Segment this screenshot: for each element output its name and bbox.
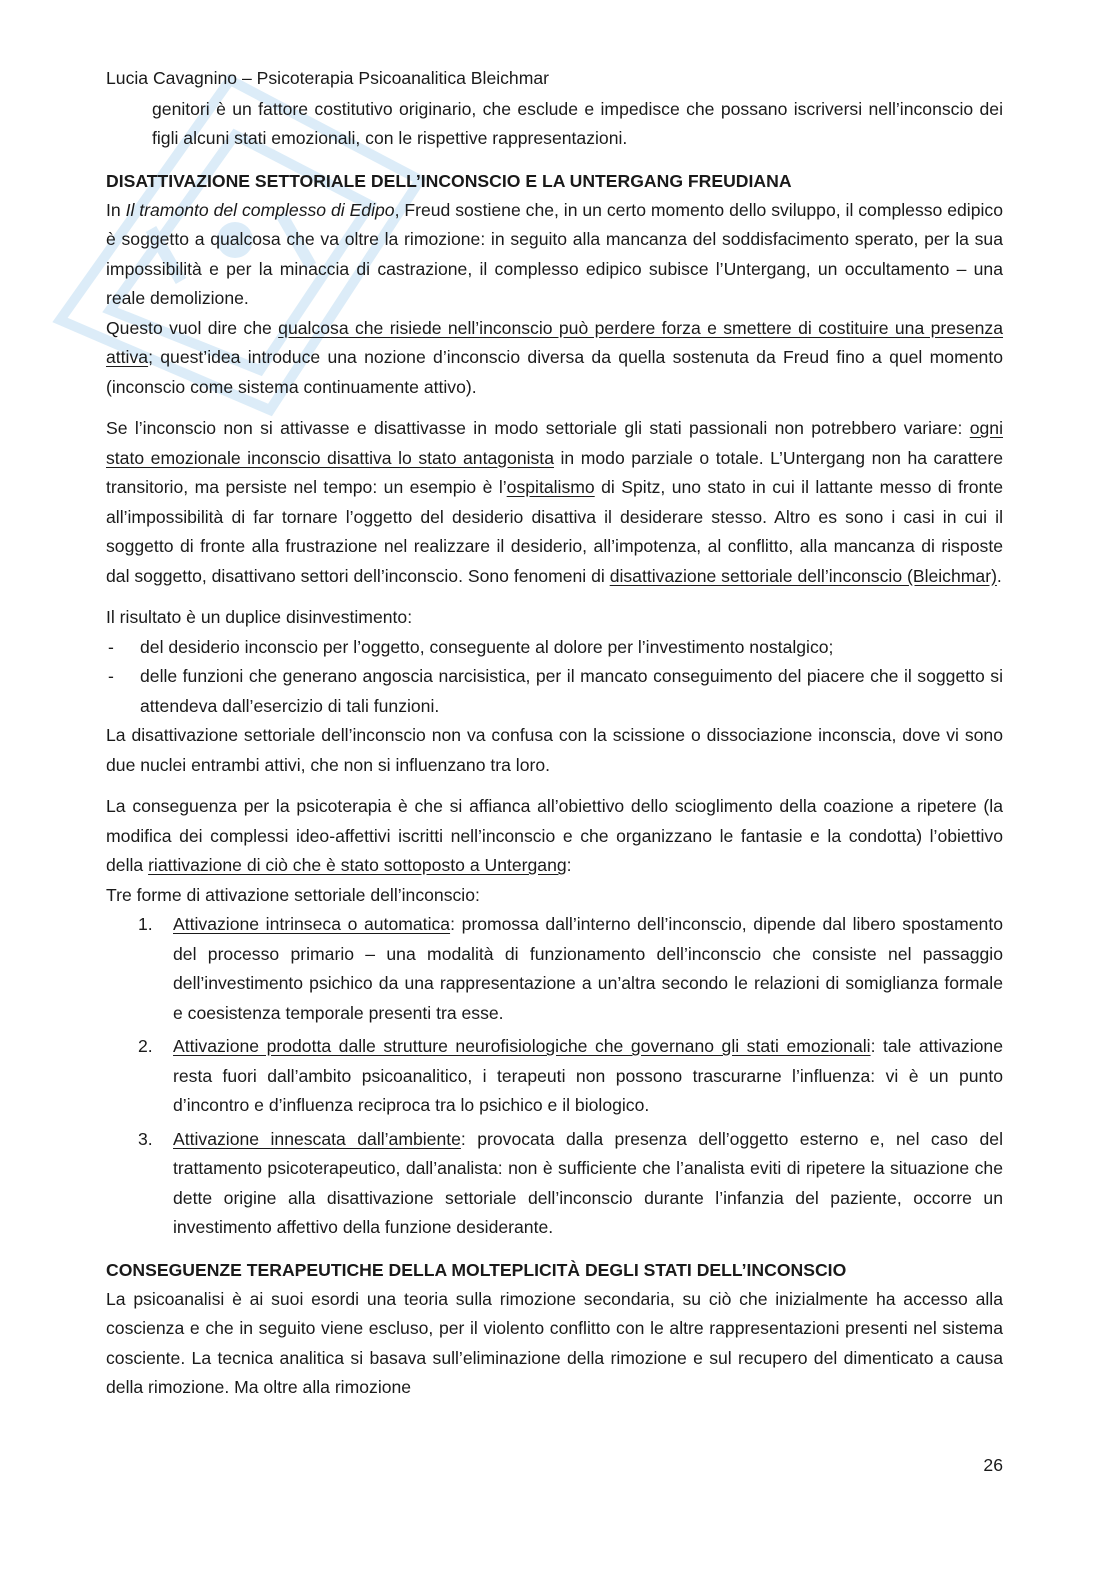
numbered-list (106, 910, 1003, 1243)
list-item: 2. Attivazione prodotta dalle strutture neurofisiologiche che governano gli stati emozionali: tale attivazione resta fuori dall’ambito psicoanalitico, i terapeuti non possono trascurarne l’influenza: vi è un punto d’incontro e d’influenza reciproca tra lo psichico e il biologico. (138, 1036, 1003, 1115)
section-heading-disattivazione: DISATTIVAZIONE SETTORIALE DELL’INCONSCIO E LA UNTERGANG FREUDIANA (106, 170, 792, 191)
underlined-phrase: ogni stato emozionale inconscio disattiva lo stato antagonista (106, 418, 1003, 468)
paragraph-conseguenza: La conseguenza per la psicoterapia è che si affianca all’obiettivo dello scioglimento della coazione a ripetere (la modifica dei complessi ideo-affettivi iscritti nell’inconscio e che organizzano le fantasie e la condotta) l’obiettivo della riattivazione di ciò che è stato sottoposto a Untergang: (106, 796, 1003, 875)
paragraph-tre-forme: Tre forme di attivazione settoriale dell’inconscio: (106, 884, 480, 905)
list-item: 3. Attivazione innescata dall’ambiente: provocata dalla presenza dell’oggetto esterno e, nel caso del trattamento psicoterapeutico, dall’analista: non è sufficiente che l’analista eviti di ripetere la situazione che dette origine alla disattivazione settoriale dell’inconscio durante l’infanzia del paziente, occorre un investimento affettivo della funzione desiderante. (138, 1128, 1003, 1237)
dash-list (106, 633, 1003, 722)
paragraph-risultato: Il risultato è un duplice disinvestimento: (106, 607, 413, 627)
underlined-phrase: ospitalismo (506, 477, 595, 497)
book-title: Il tramonto del complesso di Edipo (125, 199, 395, 220)
page-number: 26 (983, 1455, 1003, 1475)
list-item: - delle funzioni che generano angoscia narcisistica, per il mancato conseguimento del piacere che il soggetto si attendeva dall’esercizio di tali funzioni. (106, 662, 1003, 721)
paragraph-untergang: Se l’inconscio non si attivasse e disattivasse in modo settoriale gli stati passionali non potrebbero variare: ogni stato emozionale inconscio disattiva lo stato antagonista in modo parziale o totale. L’Untergang non ha carattere transitorio, ma persiste nel tempo: un esempio è l’ospitalismo di Spitz, uno stato in cui il lattante messo di fronte all’impossibilità di far tornare l’oggetto del desiderio disattiva il desiderare stesso. Altro es sono i casi in cui il soggetto di fronte alla frustrazione nel realizzare il desiderio, all’impotenza, al conflitto, alla mancanza di risposte dal soggetto, disattivano settori dell’inconscio. Sono fenomeni di disattivazione settoriale dell’inconscio (Bleichmar). (106, 418, 1003, 586)
underlined-phrase: disattivazione settoriale dell’inconscio (Bleichmar) (609, 565, 997, 586)
underlined-phrase: Attivazione prodotta dalle strutture neurofisiologiche che governano gli stati emozionali (173, 1036, 871, 1056)
underlined-phrase: Attivazione intrinseca o automatica (173, 914, 451, 934)
underlined-phrase: riattivazione di ciò che è stato sottoposto a Untergang (148, 855, 567, 875)
paragraph-qualcosa: Questo vuol dire che qualcosa che risiede nell’inconscio può perdere forza e smettere di costituire una presenza attiva; quest’idea introduce una nozione d’inconscio diversa da quella sostenuta da Freud fino a quel momento (inconscio come sistema continuamente attivo). (106, 317, 1003, 397)
list-item: 1. Attivazione intrinseca o automatica: promossa dall’interno dell’inconscio, dipende dal libero spostamento del processo primario – una modalità di funzionamento dell’inconscio che consiste nel passaggio dell’investimento psichico da una rappresentazione a un’altra secondo le relazioni di somiglianza formale e coesistenza temporale presenti tra esse. (138, 914, 1003, 1023)
underlined-phrase: Attivazione innescata dall’ambiente (173, 1128, 461, 1149)
paragraph-psicoanalisi: La psicoanalisi è ai suoi esordi una teoria sulla rimozione secondaria, su ciò che inizialmente ha accesso alla coscienza e che in seguito viene escluso, per il violento conflitto con le altre rappresentazioni presenti nel sistema cosciente. La tecnica analitica si basava sull’eliminazione della rimozione e sul recupero del dimenticato a causa della rimozione. Ma oltre alla rimozione (106, 1288, 1003, 1397)
page-content (106, 64, 1003, 1403)
paragraph-scissione: La disattivazione settoriale dell’inconscio non va confusa con la scissione o dissociazione inconscia, dove vi sono due nuclei entrambi attivi, che non si influenzano tra loro. (106, 725, 1003, 775)
underlined-phrase: qualcosa che risiede nell’inconscio può perdere forza e smettere di costituire una presenza attiva (106, 317, 1003, 367)
continued-paragraph: genitori è un fattore costitutivo originario, che esclude e impedisce che possano iscriversi nell’inconscio dei figli alcuni stati emozionali, con le rispettive rappresentazioni. (152, 98, 1003, 148)
list-item: - del desiderio inconscio per l’oggetto, conseguente al dolore per l’investimento nostalgico; (106, 633, 1003, 663)
paragraph-tramonto: In Il tramonto del complesso di Edipo, Freud sostiene che, in un certo momento dello sviluppo, il complesso edipico è soggetto a qualcosa che va oltre la rimozione: in seguito alla mancanza del soddisfacimento sperato, per la sua impossibilità e per la minaccia di castrazione, il complesso edipico subisce l’Untergang, un occultamento – una reale demolizione. (106, 199, 1003, 308)
running-header: Lucia Cavagnino – Psicoterapia Psicoanalitica Bleichmar (106, 68, 550, 88)
section-heading-conseguenze: CONSEGUENZE TERAPEUTICHE DELLA MOLTEPLICITÀ DEGLI STATI DELL’INCONSCIO (106, 1259, 847, 1280)
